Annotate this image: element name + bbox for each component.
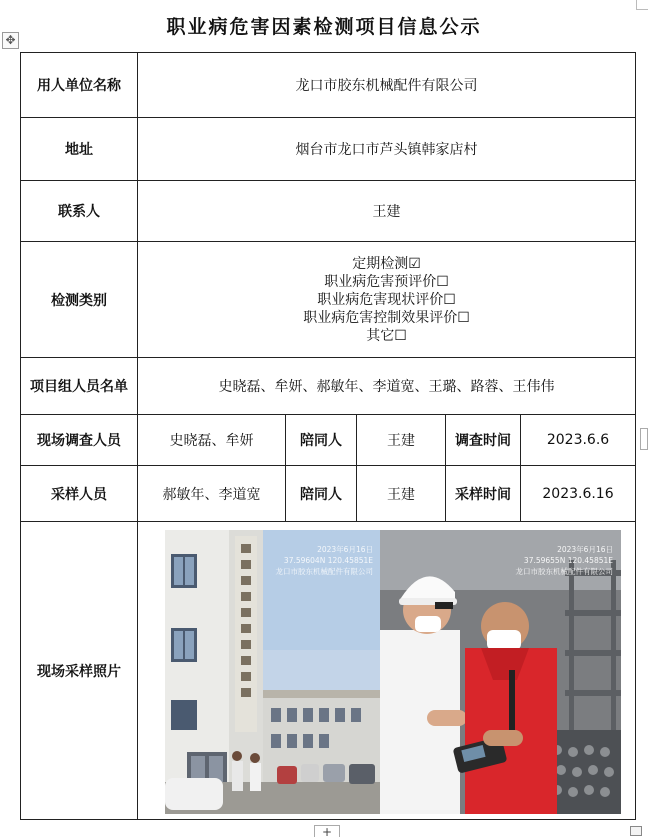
option-periodic: 定期检测☑ bbox=[352, 255, 421, 272]
photo1-stamp-coords: 37.59604N 120.45851E bbox=[283, 556, 373, 565]
row-team bbox=[21, 358, 636, 415]
survey-label: 现场调查人员 bbox=[21, 415, 138, 466]
sampling-value: 郝敏年、李道宽 bbox=[138, 466, 286, 522]
option-status-evaluation: 职业病危害现状评价☐ bbox=[317, 291, 456, 308]
row-survey bbox=[21, 415, 636, 466]
address-value: 烟台市龙口市芦头镇韩家店村 bbox=[138, 118, 636, 181]
survey-time-label: 调查时间 bbox=[446, 415, 521, 466]
add-row-button[interactable]: + bbox=[314, 825, 340, 837]
row-detection-type bbox=[21, 242, 636, 358]
table-move-handle-icon[interactable]: ✥ bbox=[2, 32, 19, 49]
info-table bbox=[20, 52, 636, 820]
sampling-label: 采样人员 bbox=[21, 466, 138, 522]
detection-type-label: 检测类别 bbox=[21, 242, 138, 358]
team-label: 项目组人员名单 bbox=[21, 358, 138, 415]
photo2-stamp-company: 龙口市胶东机械配件有限公司 bbox=[515, 567, 613, 576]
photo1-stamp-date: 2023年6月16日 bbox=[317, 545, 373, 554]
row-insert-handle[interactable] bbox=[640, 428, 648, 450]
row-employer bbox=[21, 53, 636, 118]
survey-accompany-value: 王建 bbox=[357, 415, 446, 466]
row-address bbox=[21, 118, 636, 181]
team-value: 史晓磊、牟妍、郝敏年、李道宽、王璐、路蓉、王伟伟 bbox=[138, 358, 636, 415]
row-sampling bbox=[21, 466, 636, 522]
page-title: 职业病危害因素检测项目信息公示 bbox=[166, 16, 482, 38]
photos-label: 现场采样照片 bbox=[21, 522, 138, 820]
contact-label: 联系人 bbox=[21, 181, 138, 242]
row-contact bbox=[21, 181, 636, 242]
detection-type-options bbox=[138, 242, 636, 358]
table-resize-handle[interactable] bbox=[630, 826, 642, 836]
employer-value: 龙口市胶东机械配件有限公司 bbox=[138, 53, 636, 118]
sampling-accompany-label: 陪同人 bbox=[286, 466, 357, 522]
option-control-effect-evaluation: 职业病危害控制效果评价☐ bbox=[303, 309, 470, 326]
survey-accompany-label: 陪同人 bbox=[286, 415, 357, 466]
row-photos bbox=[21, 522, 636, 820]
contact-value: 王建 bbox=[138, 181, 636, 242]
photo2-stamp-coords: 37.59655N 120.45851E bbox=[523, 556, 613, 565]
site-photos-svg bbox=[165, 530, 621, 814]
sampling-accompany-value: 王建 bbox=[357, 466, 446, 522]
sampling-time-value: 2023.6.16 bbox=[521, 466, 636, 522]
photo1-stamp-company: 龙口市胶东机械配件有限公司 bbox=[275, 567, 373, 576]
photo2-stamp-date: 2023年6月16日 bbox=[557, 545, 613, 554]
page-corner-marker bbox=[636, 0, 648, 10]
site-photos bbox=[165, 530, 621, 814]
option-pre-evaluation: 职业病危害预评价☐ bbox=[324, 273, 449, 290]
survey-time-value: 2023.6.6 bbox=[521, 415, 636, 466]
address-label: 地址 bbox=[21, 118, 138, 181]
option-other: 其它☐ bbox=[366, 327, 407, 344]
employer-label: 用人单位名称 bbox=[21, 53, 138, 118]
survey-value: 史晓磊、牟妍 bbox=[138, 415, 286, 466]
sampling-time-label: 采样时间 bbox=[446, 466, 521, 522]
photos-cell bbox=[138, 522, 636, 820]
